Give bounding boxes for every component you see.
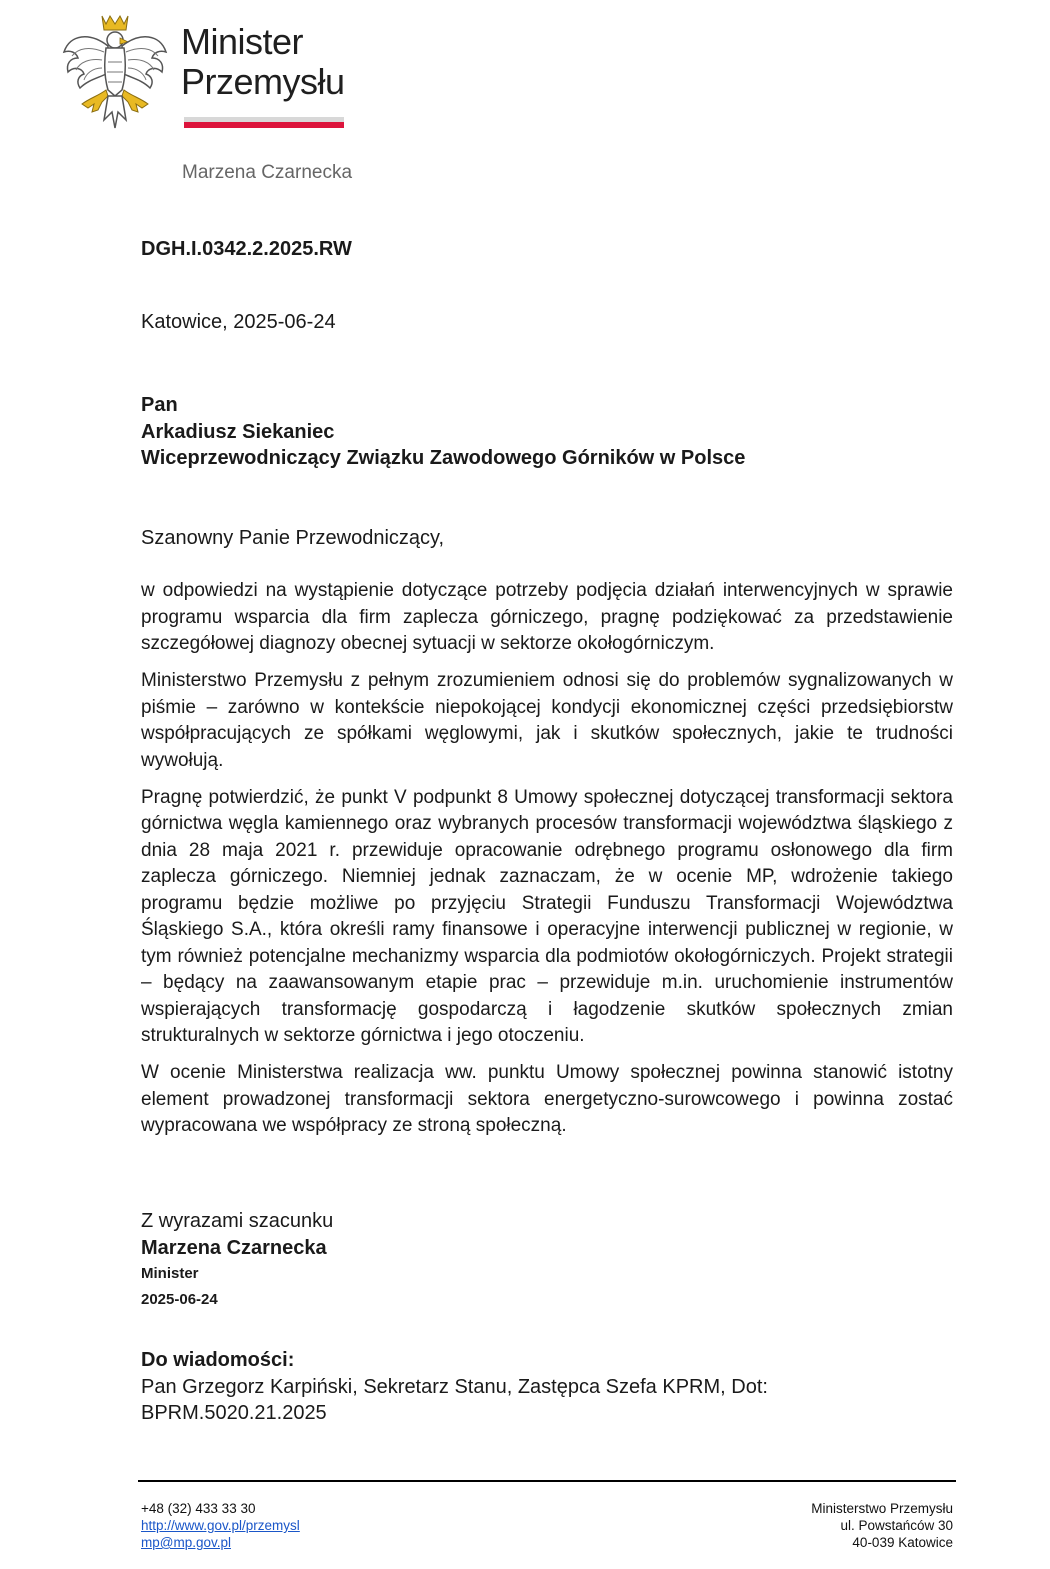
addressee-line: Pan	[141, 394, 178, 416]
place-date: Katowice, 2025-06-24	[141, 311, 336, 333]
addressee-line: Arkadiusz Siekaniec	[141, 420, 335, 443]
body-paragraph: w odpowiedzi na wystąpienie dotyczące potrzeby podjęcia działań interwencyjnych w sprawie programu wsparcia dla firm zaplecza górniczego, pragnę podziękować za przedstawienie szczegółowej diagnozy obecnej sytuacji w sektorze okołogórniczym.	[141, 580, 953, 654]
salutation: Szanowny Panie Przewodniczący,	[141, 527, 445, 549]
cc-label: Do wiadomości:	[141, 1349, 295, 1371]
footer-city: 40-039 Katowice	[852, 1535, 953, 1550]
signatory-name: Marzena Czarnecka	[141, 1236, 327, 1259]
header-minister-name: Marzena Czarnecka	[182, 162, 353, 183]
body-paragraph: W ocenie Ministerstwa realizacja ww. punktu Umowy społecznej powinna stanowić istotny element prowadzonej transformacji sektora energetyczno-surowcowego i powinna zostać wypracowana we współpracy ze stroną społeczną.	[141, 1062, 953, 1136]
brand-title-line2: Przemysłu	[181, 61, 345, 102]
addressee-line: Wiceprzewodniczący Związku Zawodowego Górników w Polsce	[141, 447, 746, 469]
reference-number: DGH.I.0342.2.2025.RW	[141, 238, 352, 260]
body-paragraph: Ministerstwo Przemysłu z pełnym zrozumieniem odnosi się do problemów sygnalizowanych w piśmie – zarówno w kontekście niepokojącej kondycji ekonomicznej części przedsiębiorstw współpracujących ze spółkami węglowymi, jak i skutków społecznych, jakie te trudności wywołują.	[141, 670, 953, 771]
signature-date: 2025-06-24	[141, 1291, 218, 1308]
ministry-brand	[181, 22, 345, 102]
footer-address	[811, 1500, 953, 1551]
closing-block	[141, 1208, 953, 1313]
footer-street: ul. Powstańców 30	[840, 1518, 953, 1533]
brand-title-line1: Minister	[181, 21, 304, 62]
footer-contact	[141, 1500, 300, 1551]
footer-org: Ministerstwo Przemysłu	[811, 1501, 953, 1516]
footer-email-link[interactable]: mp@mp.gov.pl	[141, 1535, 231, 1550]
cc-text: Pan Grzegorz Karpiński, Sekretarz Stanu, Zastępca Szefa KPRM, Dot: BPRM.5020.21.2025	[141, 1375, 768, 1424]
footer-divider	[138, 1480, 956, 1482]
footer-phone: +48 (32) 433 33 30	[141, 1501, 256, 1516]
closing-phrase: Z wyrazami szacunku	[141, 1210, 334, 1232]
polish-eagle-emblem-icon	[60, 12, 170, 132]
cc-block	[141, 1347, 953, 1427]
letter-body	[141, 578, 953, 1150]
body-paragraph: Pragnę potwierdzić, że punkt V podpunkt 8 Umowy społecznej dotyczącej transformacji sektora górnictwa węgla kamiennego oraz wybranych procesów transformacji województwa śląskiego z dnia 28 maja 2021 r. przewiduje opracowanie odrębnego programu osłonowego dla firm zaplecza górniczego. Niemniej jednak zaznaczam, że w ocenie MP, wdrożenie takiego programu będzie możliwe po przyjęciu Strategii Funduszu Transformacji Województwa Śląskiego S.A., która określi ramy finansowe i operacyjne interwencji publicznej w regionie, w tym również potencjalne mechanizmy wsparcia dla podmiotów okołogórniczych. Projekt strategii – będący na zaawansowanym etapie prac – przewiduje m.in. uruchomienie instrumentów wspierających transformację gospodarczą i łagodzenie skutków społecznych zmian strukturalnych w sektorze górnictwa i jego otoczeniu.	[141, 786, 953, 1046]
addressee-block	[141, 392, 953, 472]
polish-flag-stripe	[184, 117, 344, 128]
footer-website-link[interactable]: http://www.gov.pl/przemysl	[141, 1518, 300, 1533]
signatory-title: Minister	[141, 1265, 199, 1282]
